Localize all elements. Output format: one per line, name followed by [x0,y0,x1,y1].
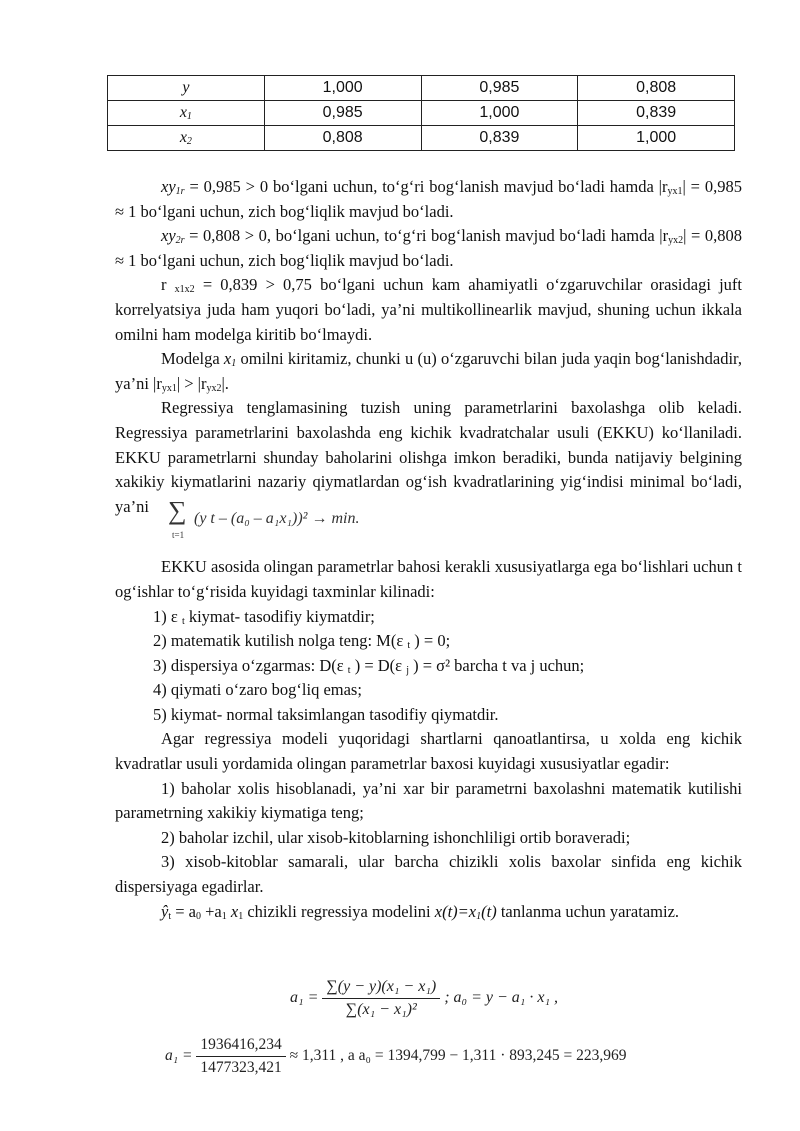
row-label: $x_1$ [108,101,265,126]
table-cell: 0,985 [421,76,578,101]
list-item: 1) ε $_t$ kiymat- tasodifiy kiymatdir; [153,606,375,627]
parameter-formula: a₁ = $\frac{\text{∑(y − y)(x₁ − x₁)}}{\text{∑(x₁ − x₁)²}}$ ; a₀ = y − a₁ · x₁ , [290,978,559,1018]
list-item: 4) qiymati o‘zaro bog‘liq emas; [153,680,362,700]
list-item: 3) xisob-kitoblar samarali, ular barcha chizikli xolis baxolar sinfida eng kichik dispersiyaga egadirlar. [115,852,742,897]
paragraph-multicollinearity: r $_{x1x2}$ = 0,839 > 0,75 bo‘lgani uchun kam ahamiyatli o‘zgaruvchilar orasidagi juft korrelyatsiya juda ham yuqori bo‘ladi, ya’ni multikollinearlik mavjud, shuning uchun ikkala omilni ham modelga kiritib bo‘lmaydi. [115,275,742,344]
paragraph-xy1: $xy_{1r} = 0,985 > 0$ bo‘lgani uchun, to‘g‘ri bog‘lanish mavjud bo‘ladi hamda $|r_{yx1}| = 0,985 \approx 1$ bo‘lgani uchun, zich bog‘liqlik mavjud bo‘ladi. [115,177,742,221]
parameter-fraction: $\frac{\text{∑(y − y)(x₁ − x₁)}}{\text{∑(x₁ − x₁)²}}$ [322,978,440,1019]
table-cell: 0,839 [578,101,735,126]
paragraph-model: $ŷ_t = a_0 +a_1$ $x_1$ chizikli regressiya modelini $x(t)=x_1(t)$ tanlanma uchun yaratamiz. [161,901,680,922]
sum-lower-limit: t=1 [172,530,185,540]
table-row [108,101,735,126]
table-cell: 0,808 [264,126,421,151]
list-item: 5) kiymat- normal taksimlangan tasodifiy qiymatdir. [153,704,499,724]
row-label: $x_2$ [108,126,265,151]
paragraph-xy2: $xy_{2r} = 0,808 > 0$, bo‘lgani uchun, to‘g‘ri bog‘lanish mavjud bo‘ladi hamda $|r_{yx2}| = 0,808 \approx 1$ bo‘lgani uchun, zich bog‘liqlik mavjud bo‘ladi. [115,226,743,270]
table-row [108,126,735,151]
sigma-symbol: ∑ [168,496,187,525]
row-label: y [108,76,265,101]
list-item: 1) baholar xolis hisoblanadi, ya’ni xar bir parametrni baxolashni matematik kutilishi parametrning xakikiy kiymatiga teng; [115,778,742,823]
paragraph-ekku: Regressiya tenglamasining tuzish uning parametrlarini baxolashga olib keladi. Regressiya parametrlarini baxolashda eng kichik kvadratchalar usuli (EKKU) ko‘llaniladi. EKKU parametrlarni shunday baholarini olishga imkon beradiki, bunda natijaviy belgining xakikiy kiymatlarini nazariy qiymatlardan og‘ish kvadratlarining yig‘indisi minimal bo‘ladi, ya’ni [115,398,742,516]
table-cell: 0,985 [264,101,421,126]
table-cell: 1,000 [421,101,578,126]
body-text [115,175,742,924]
sum-body: (y t – (a₀ – a₁x₁))² → min. [194,510,360,527]
properties-list [115,777,742,900]
table-row [108,76,735,101]
parameter-values-fraction: $\frac{1936416,234}{1477323,421}$ [196,1036,285,1077]
assumptions-list [115,605,742,728]
parameter-values-formula: a₁ = $\frac{1936416,234}{1477323,421}$ ≈ 1,311 , a a₀ = 1394,799 − 1,311 · 893,245 = 223,969 [165,1036,627,1076]
table-cell: 0,808 [578,76,735,101]
table-cell: 0,839 [421,126,578,151]
paragraph-properties: Agar regressiya modeli yuqoridagi shartlarni qanoatlantirsa, u xolda eng kichik kvadratlar usuli yordamida olingan parametrlar baxosi kuyidagi xususiyatlar egadir: [115,729,742,774]
correlation-table [107,75,735,151]
list-item: 2) baholar izchil, ular xisob-kitoblarning ishonchliligi ortib boraveradi; [161,827,631,847]
paragraph-assumptions: EKKU asosida olingan parametrlar bahosi kerakli xususiyatlarga ega bo‘lishlari uchun t og‘ishlar to‘g‘risida kuyidagi taxminlar kilinadi: [115,557,742,601]
list-item: 2) matematik kutilish nolga teng: M(ε $_t$ ) = 0; [153,631,451,652]
list-item: 3) dispersiya o‘zgarmas: D(ε $_t$ ) = D(ε $_j$ ) = σ² barcha t va j uchun; [153,655,585,676]
table-cell: 1,000 [264,76,421,101]
paragraph-model-x1: Modelga $x_1$ omilni kiritamiz, chunki u (u) o‘zgaruvchi bilan juda yaqin bog‘lanishdadir, ya’ni $|r_{yx1}| > |r_{yx2}|$. [115,349,742,394]
table-cell: 1,000 [578,126,735,151]
